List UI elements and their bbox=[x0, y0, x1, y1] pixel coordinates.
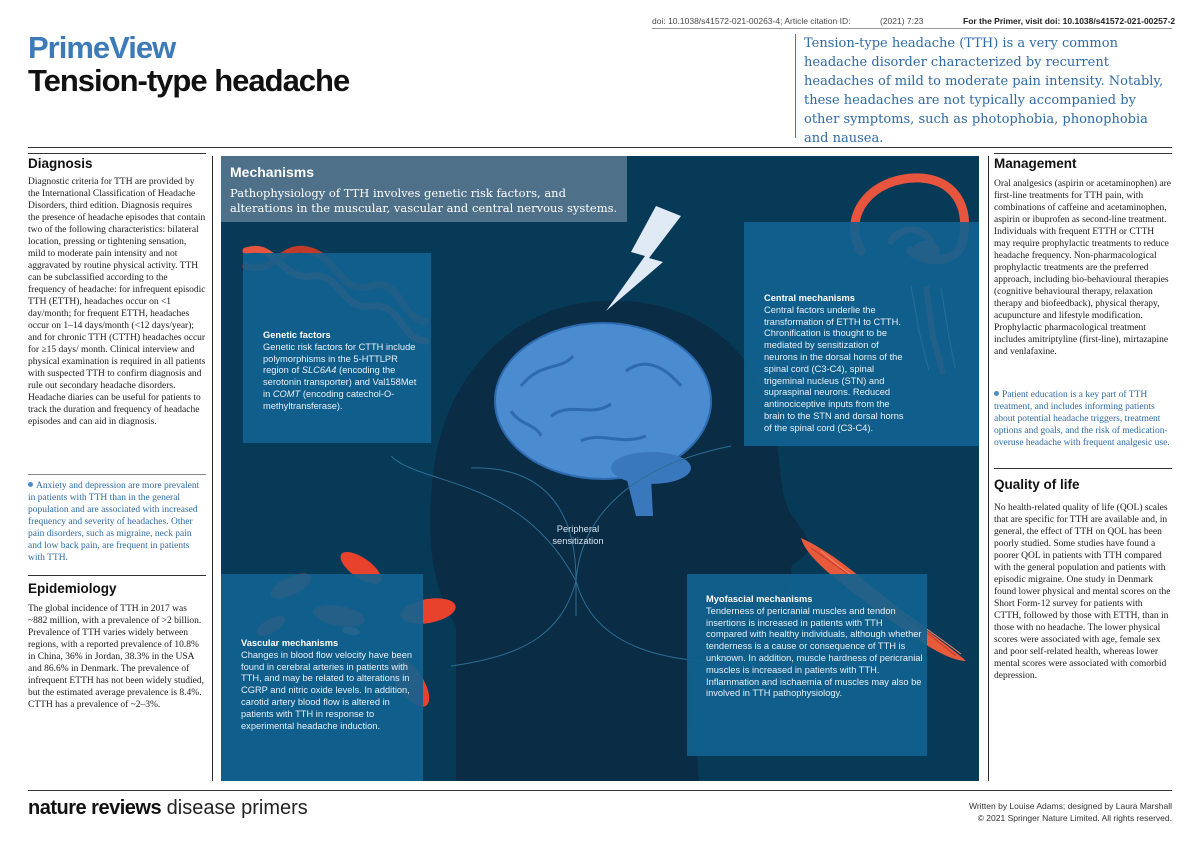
logo-light: disease primers bbox=[166, 797, 308, 819]
management-body: Oral analgesics (aspirin or acetaminophen) are first-line treatments for TTH pain, with combinations of caffeine and acetaminophen, aspirin or ibuprofen as second-line treatment. Individuals with frequent ETTH or CTTH may require prophylactic treatments to reduce headache frequency. Non-pharmacological prophylactic treatments are the preferred approach, including bio-behavioural therapies (cognitive behavioural therapy, relaxation therapy and biofeedback), physical therapy, acupuncture and lifestyle modification. Prophylactic pharmacological treatment includes amitriptyline (first-line), mirtazapine and venlafaxine. bbox=[994, 179, 1171, 357]
bullet-icon bbox=[28, 482, 33, 487]
vascular-mechanisms-text bbox=[241, 638, 419, 732]
mechanisms-panel bbox=[221, 156, 979, 781]
primer-link[interactable]: For the Primer, visit doi: 10.1038/s41572-021-00257-2 bbox=[963, 16, 1176, 26]
diagnosis-note-text: Anxiety and depression are more prevalent in patients with TTH than in the general population and are associated with increased frequency and severity of headaches. Other pain disorders, such as migraine, neck pain and low back pain, are frequent in patients with TTH. bbox=[28, 481, 200, 563]
credit-authors: Written by Louise Adams; designed by Laura Marshall bbox=[968, 801, 1172, 811]
diagnosis-note-rule bbox=[28, 474, 206, 475]
diagnosis-heading: Diagnosis bbox=[28, 156, 93, 171]
bullet-icon bbox=[994, 391, 999, 396]
genetic-text-1: Genetic risk factors for CTTH include polymorphisms in the 5-HTTLPR region of bbox=[263, 341, 416, 376]
mechanisms-heading: Mechanisms bbox=[230, 164, 315, 180]
genetic-text-2: (encoding the serotonin transporter) and Val158Met in bbox=[263, 365, 417, 399]
epidemiology-body: The global incidence of TTH in 2017 was ~882 million, with a prevalence of >2 billion. Prevalence of TTH varies widely between regions, with a reported prevalence of 10.8% in China, 36% in Jordan, 38.3% in the USA and 86.6% in Denmark. The prevalence of infrequent ETTH has not been widely studied, but the estimated average prevalence is 8.4%. CTTH has a prevalence of ~2–3%. bbox=[28, 604, 204, 710]
intro-paragraph: Tension-type headache (TTH) is a very common headache disorder characterized by recurrent headaches of mild to moderate pain intensity. Notably, these headaches are not typically accompanied by other symptoms, such as photophobia, phonophobia and nausea. bbox=[795, 34, 1175, 138]
vascular-mechanisms-title: Vascular mechanisms bbox=[241, 638, 339, 648]
header-rule bbox=[652, 28, 1172, 29]
page-title: Tension-type headache bbox=[28, 63, 350, 98]
brand-title: PrimeView bbox=[28, 30, 176, 65]
mechanisms-subtitle: Pathophysiology of TTH involves genetic risk factors, and alterations in the muscular, vascular and central nervous systems. bbox=[230, 186, 618, 215]
management-note-text: Patient education is a key part of TTH treatment, and includes informing patients about potential headache triggers, treatment options and goals, and the risk of medication-overuse headache with frequent analgesic use. bbox=[994, 390, 1170, 448]
diagnosis-note bbox=[28, 480, 206, 564]
peripheral-sensitization-label: Peripheral sensitization bbox=[552, 524, 604, 546]
epidemiology-rule bbox=[28, 575, 206, 576]
myofascial-mechanisms-title: Myofascial mechanisms bbox=[706, 594, 813, 604]
diagnosis-body: Diagnostic criteria for TTH are provided by the International Classification of Headache Disorders, third edition. Diagnosis requires the presence of headache episodes that contain two of the following characteristics: bilateral location, pressing or tightening sensation, mild to moderate pain intensity and not aggravated by routine physical activity. TTH can be subclassified according to the frequency of headache: for infrequent episodic TTH (ETTH), headaches occur on <1 day/month; for frequent ETTH, headaches occur on 1–14 days/month (<12 days/year); and for chronic TTH (CTTH) headaches occur for ≥15 days/ month. Clinical interview and physical examination is required in all patients with suspected TTH to confirm diagnosis and rule out secondary headache disorders. Headache diaries can be useful for patients to track the duration and frequency of headache episodes and can aid in diagnosis. bbox=[28, 177, 206, 427]
myofascial-mechanisms-text bbox=[706, 594, 924, 700]
diagnosis-rule bbox=[28, 153, 206, 154]
doi-text: doi: 10.1038/s41572-021-00263-4; Article citation ID: bbox=[652, 16, 851, 26]
genetic-factors-text bbox=[263, 330, 425, 413]
quality-heading: Quality of life bbox=[994, 477, 1080, 492]
central-mechanisms-body: Central factors underlie the transformation of ETTH to CTTH. Chronification is thought to be mediated by sensitization of neurons in the dorsal horns of the spinal cord (C3-C4), spinal trigeminal nucleus (STN) and supraspinal neurons. Reduced antinociceptive inputs from the brain to the STN and dorsal horns of the spinal cord (C3-C4). bbox=[764, 304, 904, 433]
logo-bold: nature reviews bbox=[28, 797, 162, 819]
vascular-mechanisms-body: Changes in blood flow velocity have been found in cerebral arteries in patients with TTH, and may be related to alterations in CGRP and nitric oxide levels. In addition, carotid artery blood flow is altered in patients with TTH in response to experimental headache induction. bbox=[241, 649, 413, 731]
footer-rule bbox=[28, 790, 1172, 791]
credits bbox=[969, 800, 1172, 824]
mechanisms-header bbox=[221, 156, 627, 222]
quality-body: No health-related quality of life (QOL) scales that are specific for TTH are available and, in general, the effect of TTH on QOL has been poorly studied. Some studies have found a poorer QOL in patients with TTH compared with the general population and patients with episodic migraine. One study in Denmark found lower physical and mental scores on the Short Form-12 survey for patients with CTTH, followed by those with ETTH, than in those with no headache. The lower physical scores were associated with age, female sex and poor self-related health, whereas lower mental scores were associated with comorbid depression. bbox=[994, 503, 1171, 681]
top-rule bbox=[28, 147, 1172, 148]
genetic-text-3: (encoding catechol-O-methyltransferase). bbox=[263, 388, 395, 411]
central-mechanisms-text bbox=[764, 293, 912, 435]
myofascial-mechanisms-body: Tenderness of pericranial muscles and tendon insertions is increased in patients with TTH compared with healthy individuals, although whether tenderness is a cause or consequence of TTH is unknown. In addition, muscle hardness of pericranial muscles is increased in patients with TTH. Inflammation and ischaemia of muscles may also be involved in TTH pathophysiology. bbox=[706, 605, 923, 699]
management-note bbox=[994, 389, 1172, 449]
journal-logo bbox=[28, 797, 308, 820]
genetic-factors-title: Genetic factors bbox=[263, 330, 331, 340]
gene-slc6a4: SLC6A4 bbox=[301, 365, 337, 376]
right-column-divider bbox=[988, 156, 989, 781]
quality-rule bbox=[994, 468, 1172, 469]
epidemiology-heading: Epidemiology bbox=[28, 581, 117, 596]
credit-copyright: © 2021 Springer Nature Limited. All rights reserved. bbox=[977, 813, 1172, 823]
gene-comt: COMT bbox=[272, 388, 301, 399]
citation-text: (2021) 7:23 bbox=[880, 16, 924, 26]
central-mechanisms-title: Central mechanisms bbox=[764, 293, 855, 303]
left-column-divider bbox=[212, 156, 213, 781]
management-rule bbox=[994, 153, 1172, 154]
management-heading: Management bbox=[994, 156, 1077, 171]
